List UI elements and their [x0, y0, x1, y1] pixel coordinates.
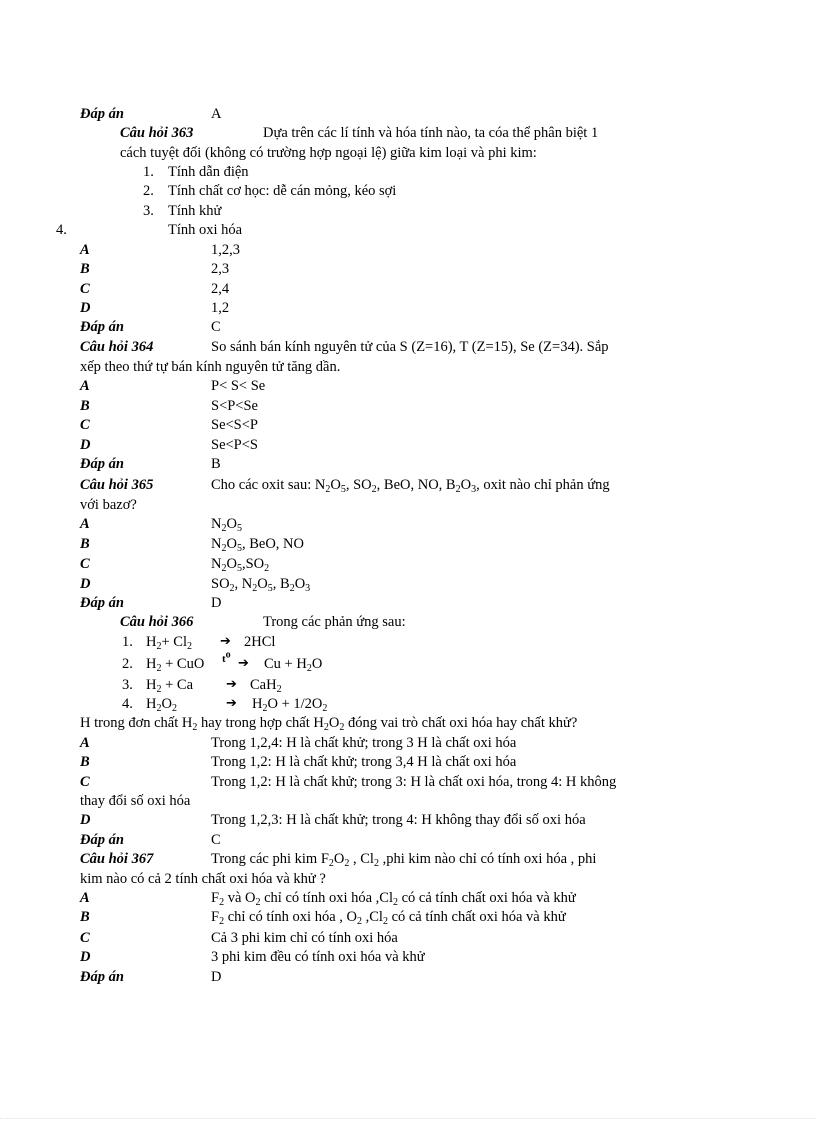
- option-text: 2,4: [211, 281, 230, 297]
- option-letter: D: [80, 576, 91, 592]
- list-number: 4.: [122, 696, 133, 712]
- option-letter: A: [80, 735, 90, 751]
- option-letter: A: [80, 242, 90, 258]
- question-label: Câu hỏi 363: [120, 125, 194, 141]
- question-text: kim nào có cả 2 tính chất oxi hóa và khử ?: [80, 871, 326, 887]
- arrow-icon: ➔: [226, 677, 237, 692]
- question-label: Câu hỏi 366: [120, 614, 194, 630]
- list-item: Tính khử: [168, 203, 222, 219]
- option-text: $N_2O_5$, BeO, NO: [211, 536, 304, 554]
- list-number: 2.: [143, 183, 154, 199]
- option-letter: A: [80, 516, 90, 532]
- question-text: với bazơ?: [80, 497, 137, 513]
- option-text: Se<S<P: [211, 417, 258, 433]
- option-letter: B: [80, 398, 90, 414]
- answer-label: Đáp án: [80, 832, 124, 848]
- question-text: Trong các phi kim $F_2O_2$ , $Cl_2$ ,phi kim nào chỉ có tính oxi hóa , phi: [211, 851, 597, 869]
- option-text: $F_2$ chỉ có tính oxi hóa , $O_2$ $,Cl_2$ có cả tính chất oxi hóa và khử: [211, 909, 566, 927]
- option-text: S<P<Se: [211, 398, 258, 414]
- question-label: Câu hỏi 367: [80, 851, 154, 867]
- reaction-rhs: $Cu + H_2O$: [264, 656, 323, 674]
- arrow-icon: ➔: [220, 634, 231, 649]
- option-letter: C: [80, 930, 90, 946]
- list-item: Tính chất cơ học: dễ cán mỏng, kéo sợi: [168, 183, 397, 199]
- option-text: Trong 1,2: H là chất khử; trong 3,4 H là chất oxi hóa: [211, 754, 517, 770]
- option-letter: C: [80, 556, 90, 572]
- option-text: Cả 3 phi kim chỉ có tính oxi hóa: [211, 930, 398, 946]
- answer-value: C: [211, 832, 221, 848]
- list-number: 3.: [143, 203, 154, 219]
- option-letter: B: [80, 261, 90, 277]
- reaction-rhs: CaH$_2$: [250, 677, 282, 695]
- reaction-rhs: $H_2O + 1/2O_2$: [252, 696, 328, 714]
- option-text: $SO_2$, $N_2O_5$, $B_2O_3$: [211, 576, 311, 594]
- question-label: Câu hỏi 364: [80, 339, 154, 355]
- option-text: 1,2,3: [211, 242, 240, 258]
- reaction-lhs: $H_2$ + CuO: [146, 656, 205, 674]
- option-letter: B: [80, 536, 90, 552]
- list-number: 4.: [56, 222, 67, 238]
- question-text: Dựa trên các lí tính và hóa tính nào, ta cóa thể phân biệt 1: [263, 125, 599, 141]
- option-text: 2,3: [211, 261, 230, 277]
- option-text: thay đổi số oxi hóa: [80, 793, 191, 809]
- option-letter: A: [80, 890, 90, 906]
- question-text: Trong các phản ứng sau:: [263, 614, 406, 630]
- answer-label: Đáp án: [80, 319, 124, 335]
- question-text: H trong đơn chất $H_2$ hay trong hợp chất $H_2O_2$ đóng vai trò chất oxi hóa hay chất khử?: [80, 715, 578, 733]
- reaction-lhs: $H_2+ Cl_2$: [146, 634, 192, 652]
- option-letter: D: [80, 812, 91, 828]
- arrow-icon: ➔: [226, 696, 237, 711]
- option-letter: D: [80, 949, 91, 965]
- option-letter: C: [80, 774, 90, 790]
- question-text: So sánh bán kính nguyên tử của S (Z=16), T (Z=15), Se (Z=34). Sắp: [211, 339, 609, 355]
- option-text: Trong 1,2: H là chất khử; trong 3: H là chất oxi hóa, trong 4: H không: [211, 774, 617, 790]
- list-item: Tính dẫn điện: [168, 164, 249, 180]
- option-letter: B: [80, 754, 90, 770]
- answer-label: Đáp án: [80, 456, 124, 472]
- option-text: 3 phi kim đều có tính oxi hóa và khử: [211, 949, 425, 965]
- option-text: 1,2: [211, 300, 230, 316]
- option-text: $N_2O_5$: [211, 516, 242, 534]
- reaction-rhs: 2HCl: [244, 634, 276, 650]
- answer-label: Đáp án: [80, 595, 124, 611]
- option-letter: D: [80, 437, 91, 453]
- answer-value: A: [211, 106, 222, 122]
- arrow-icon: ➔: [238, 656, 249, 671]
- answer-value: D: [211, 595, 222, 611]
- list-number: 2.: [122, 656, 133, 672]
- temperature-mark: $t^o$: [222, 649, 231, 665]
- answer-label: Đáp án: [80, 969, 124, 985]
- option-letter: B: [80, 909, 90, 925]
- question-text: xếp theo thứ tự bán kính nguyên tử tăng dần.: [80, 359, 341, 375]
- option-text: $F_2$ và $O_2$ chỉ có tính oxi hóa $,Cl_2$ có cả tính chất oxi hóa và khử: [211, 890, 576, 908]
- option-text: $N_2O_5,SO_2$: [211, 556, 270, 574]
- answer-value: C: [211, 319, 221, 335]
- page-edge-divider: [0, 1118, 816, 1119]
- question-label: Câu hỏi 365: [80, 477, 154, 493]
- question-text: Cho các oxit sau: $N_2O_5$, $SO_2$, BeO, NO, $B_2O_3$, oxit nào chỉ phản ứng: [211, 477, 610, 495]
- option-text: Trong 1,2,4: H là chất khử; trong 3 H là chất oxi hóa: [211, 735, 517, 751]
- list-number: 1.: [122, 634, 133, 650]
- answer-value: B: [211, 456, 221, 472]
- list-item: Tính oxi hóa: [168, 222, 243, 238]
- option-text: P< S< Se: [211, 378, 266, 394]
- option-text: Se<P<S: [211, 437, 258, 453]
- option-text: Trong 1,2,3: H là chất khử; trong 4: H không thay đổi số oxi hóa: [211, 812, 586, 828]
- option-letter: C: [80, 417, 90, 433]
- option-letter: A: [80, 378, 90, 394]
- option-letter: C: [80, 281, 90, 297]
- reaction-lhs: $H_2O_2$: [146, 696, 177, 714]
- list-number: 3.: [122, 677, 133, 693]
- question-text: cách tuyệt đối (không có trường hợp ngoại lệ) giữa kim loại và phi kim:: [120, 145, 537, 161]
- list-number: 1.: [143, 164, 154, 180]
- answer-label: Đáp án: [80, 106, 124, 122]
- answer-value: D: [211, 969, 222, 985]
- option-letter: D: [80, 300, 91, 316]
- reaction-lhs: $H_2 + Ca$: [146, 677, 194, 695]
